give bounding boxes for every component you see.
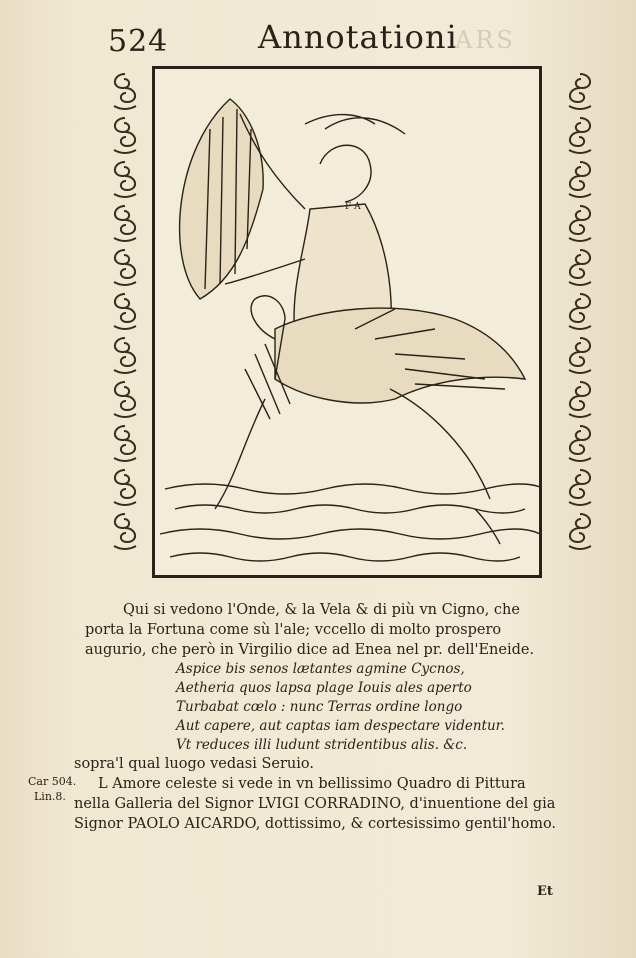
reference-line: sopra'l qual luogo vedasi Seruio.: [74, 756, 314, 772]
verse-line: Aetheria quos lapsa plage Iouis ales aperto: [176, 680, 472, 696]
verse-line: Turbabat cœlo : nunc Terras ordine longo: [176, 699, 463, 715]
fortuna-swan-woodcut: [155, 69, 539, 575]
page-number: 524: [108, 24, 169, 59]
woodcut-mark: F A: [345, 202, 361, 212]
verse-line: Vt reduces illi ludunt stridentibus alis. &c.: [176, 737, 468, 753]
margin-note: [28, 774, 76, 804]
margin-note-page: Car 504.: [28, 775, 77, 788]
running-head: Annotationi: [258, 18, 458, 56]
paragraph-2: L Amore celeste si vede in vn bellissimo Quadro di Pittura nella Galleria del Signor LVIGI CORRADINO, d'inuentione del gia Signor PAOLO AICARDO, dottissimo, & cortesissimo gentil'homo.: [74, 776, 557, 832]
paragraph-1: Qui si vedono l'Onde, & la Vela & di più vn Cigno, che porta la Fortuna come sù l'ale; vccello di molto prospero augurio, che però in Virgilio dice ad Enea nel pr. dell'Eneide.: [85, 602, 535, 658]
catchword: Et: [537, 884, 553, 899]
verse-line: Aut capere, aut captas iam despectare videntur.: [176, 718, 505, 734]
verse-line: Aspice bis senos lætantes agmine Cycnos,: [176, 661, 465, 677]
latin-verse: [176, 660, 505, 755]
woodcut-illustration: [152, 66, 542, 578]
show-through-text: ARS: [455, 26, 516, 54]
left-ornament-border: [100, 70, 150, 565]
margin-note-line: Lin.8.: [34, 790, 66, 803]
right-ornament-border: [555, 70, 605, 565]
